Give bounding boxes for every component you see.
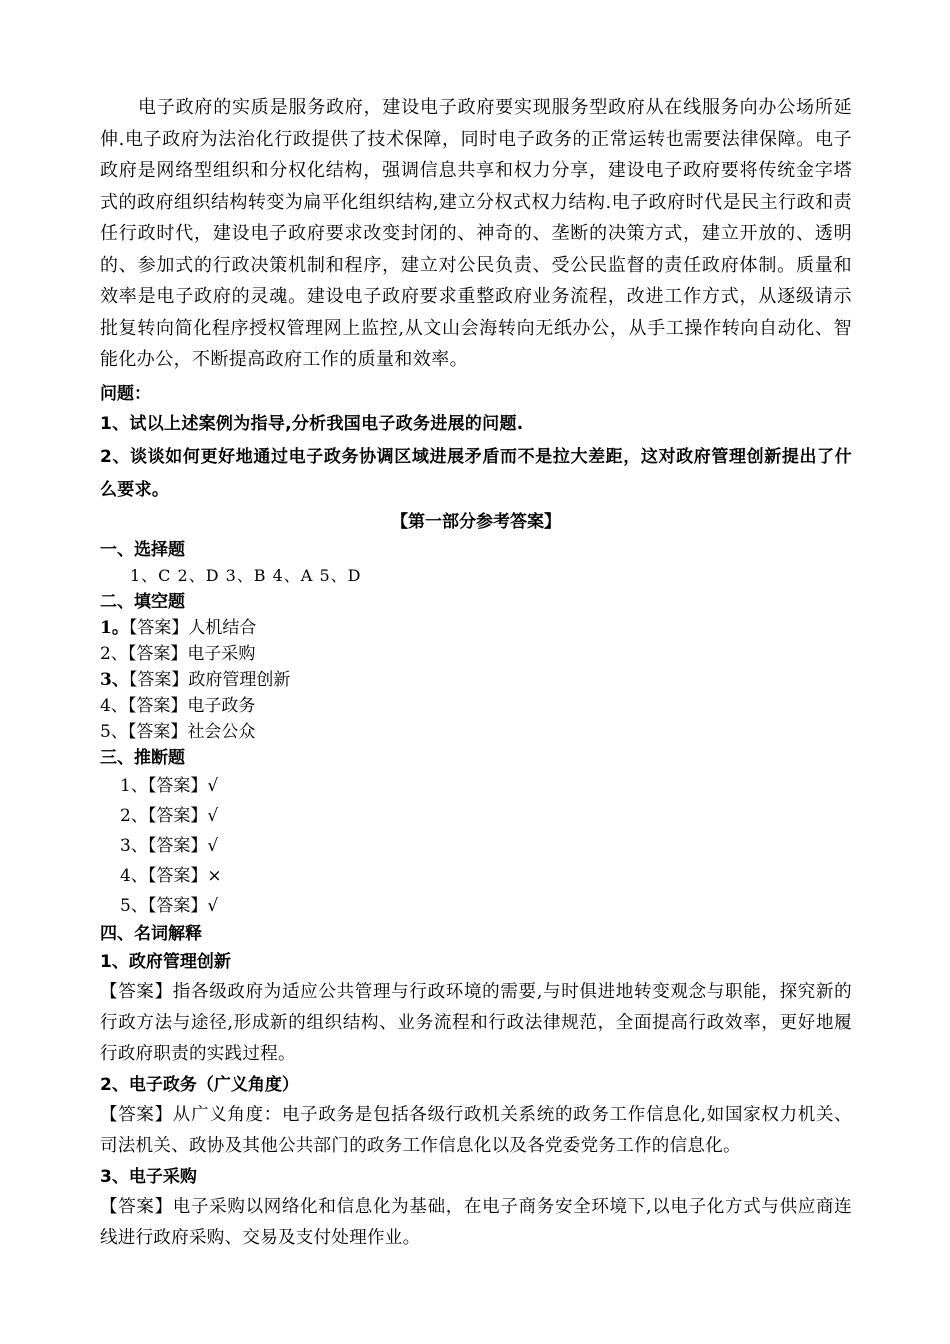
term-answer: 【答案】电子采购以网络化和信息化为基础，在电子商务安全环境下,以电子化方式与供应商连线进行政府采购、交易及支付处理作业。 [100, 1196, 852, 1248]
term-title: 2、电子政务（广义角度） [100, 1074, 299, 1095]
question-item: 2、谈谈如何更好地通过电子政务协调区域进展矛盾而不是拉大差距，这对政府管理创新提出了什么要求。 [100, 446, 852, 500]
section-heading-judgment: 三、推断题 [100, 747, 185, 768]
section-heading-fill: 二、填空题 [100, 591, 185, 612]
judgment-answer: 2、【答案】√ [120, 805, 219, 826]
fill-answer-text: 【答案】电子政务 [127, 695, 256, 716]
questions-heading: 问题： [100, 383, 151, 404]
judgment-answer: 3、【答案】√ [120, 835, 219, 856]
question-item: 1、试以上述案例为指导,分析我国电子政务进展的问题. [100, 413, 524, 434]
fill-answer-number: 1。 [100, 617, 129, 638]
document-page [100, 92, 852, 1254]
term-title: 3、电子采购 [100, 1166, 197, 1187]
judgment-answer: 4、【答案】× [120, 865, 222, 886]
fill-answer-number: 3、 [100, 669, 129, 690]
fill-answer [100, 693, 852, 719]
fill-answer-text: 【答案】电子采购 [127, 643, 256, 664]
fill-answer-number: 5、 [100, 721, 128, 742]
fill-answer [100, 667, 852, 693]
term-title: 1、政府管理创新 [100, 951, 231, 972]
section-heading-choice: 一、选择题 [100, 539, 185, 560]
fill-answer-number: 2、 [100, 643, 128, 664]
judgment-answer: 1、【答案】√ [120, 775, 219, 796]
fill-answer-text: 【答案】人机结合 [128, 617, 257, 638]
term-answer: 【答案】从广义角度：电子政务是包括各级行政机关系统的政务工作信息化,如国家权力机关、司法机关、政协及其他公共部门的政务工作信息化以及各党委党务工作的信息化。 [100, 1104, 852, 1156]
fill-answer [100, 641, 852, 667]
intro-paragraph: 电子政府的实质是服务政府，建设电子政府要实现服务型政府从在线服务向办公场所延伸.电子政府为法治化行政提供了技术保障，同时电子政务的正常运转也需要法律保障。电子政府是网络型组织和分权化结构，强调信息共享和权力分享，建设电子政府要将传统金字塔式的政府组织结构转变为扁平化组织结构,建立分权式权力结构.电子政府时代是民主行政和责任行政时代，建设电子政府要求改变封闭的、神奇的、垄断的决策方式，建立开放的、透明的、参加式的行政决策机制和程序，建立对公民负责、受公民监督的责任政府体制。质量和效率是电子政府的灵魂。建设电子政府要求重整政府业务流程，改进工作方式，从逐级请示批复转向简化程序授权管理网上监控,从文山会海转向无纸办公，从手工操作转向自动化、智能化办公，不断提高政府工作的质量和效率。 [100, 97, 852, 370]
judgment-answer: 5、【答案】√ [120, 895, 219, 916]
term-answer: 【答案】指各级政府为适应公共管理与行政环境的需要,与时俱进地转变观念与职能，探究新的行政方法与途径,形成新的组织结构、业务流程和行政法律规范，全面提高行政效率，更好地履行政府职责的实践过程。 [100, 981, 852, 1064]
fill-answer [100, 719, 852, 745]
fill-answer-number: 4、 [100, 695, 128, 716]
fill-answer-text: 【答案】政府管理创新 [128, 669, 291, 690]
fill-answer [100, 615, 852, 641]
choice-answers: 1、C 2、D 3、B 4、A 5、D [130, 565, 362, 585]
fill-answer-text: 【答案】社会公众 [127, 721, 256, 742]
answers-title: 【第一部分参考答案】 [391, 511, 561, 532]
section-heading-terms: 四、名词解释 [100, 923, 202, 944]
